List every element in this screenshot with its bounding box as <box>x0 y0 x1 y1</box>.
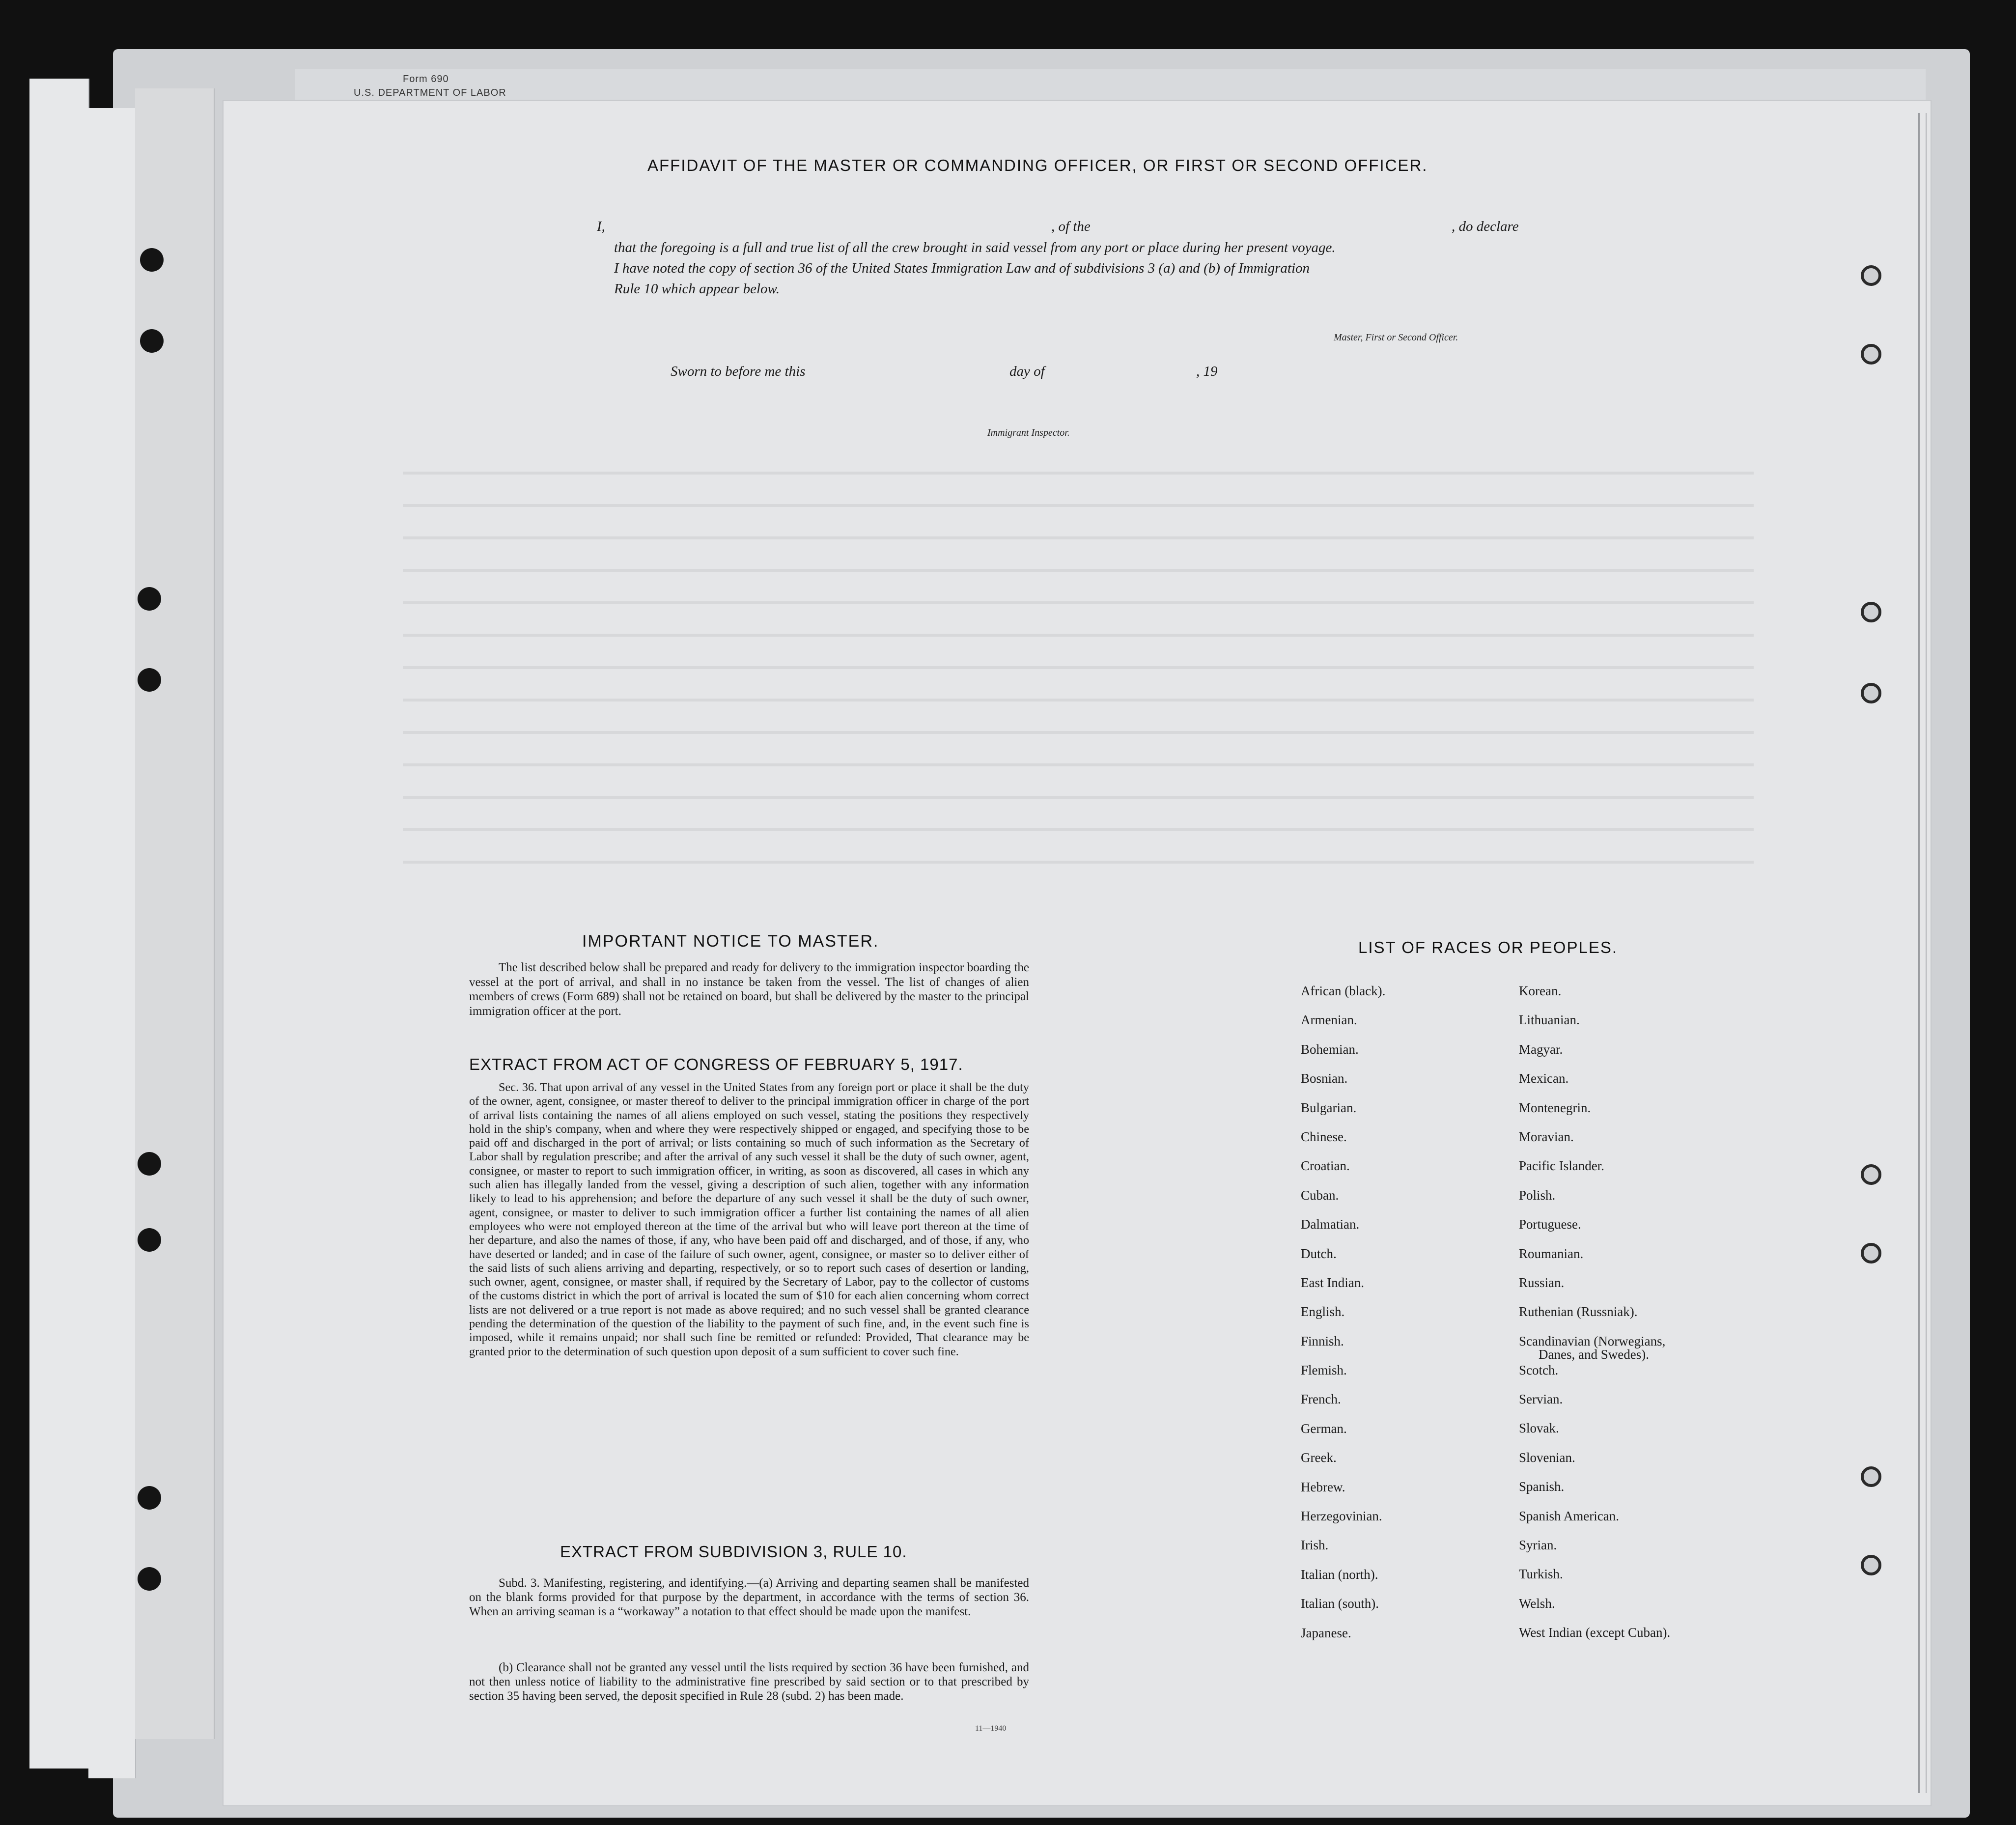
affidavit-line-3: I have noted the copy of section 36 of the United States Immigration Law and of subdivisions 3 (a) and (b) of Immigration <box>614 260 1310 276</box>
affidavit-line-4: Rule 10 which appear below. <box>614 281 780 297</box>
affidavit-do-declare: , do declare <box>1452 219 1519 234</box>
race-item: Spanish. <box>1519 1479 1565 1494</box>
race-item: Montenegrin. <box>1519 1100 1591 1115</box>
race-item: Finnish. <box>1301 1333 1344 1348</box>
punch-hole <box>138 1567 161 1591</box>
race-item: German. <box>1301 1421 1347 1436</box>
rule-subd-b: (b) Clearance shall not be granted any vessel until the lists required by section 36 have been furnished, and not then unless notice of liability to the administrative fine prescribed by said section or to that prescribed by section 35 having been served, the deposit specified in Rule 28 (subd. 2) has been made. <box>469 1661 1029 1703</box>
punch-hole <box>1861 1164 1881 1185</box>
races-column-1 <box>1301 983 1385 1655</box>
act-extract-body: Sec. 36. That upon arrival of any vessel in the United States from any foreign port or place it shall be the duty of the owner, agent, consignee, or master thereof to deliver to the principal immigration officer in charge of the port of arrival lists containing the names of all aliens employed on such vessel, stating the positions they respectively hold in the ship's company, when and where they were respectively shipped or engaged, and specifying those to be paid off and discharged in the port of arrival; or lists containing so much of such information as the Secretary of Labor shall by regulation prescribe; and after the arrival of any such vessel it shall be the duty of such owner, agent, consignee, or master to report to such immigration officer, in writing, as soon as discovered, all cases in which any such alien has illegally landed from the vessel, giving a description of such alien, together with any information likely to lead to his apprehension; and before the departure of any such vessel it shall be the duty of such owner, agent, consignee, or master to deliver to such immigration officer a further list containing the names of all alien employees who were not employed thereon at the time of the arrival but who will leave port thereon at the time of her departure, and also the names of those, if any, who have been paid off and discharged, and of those, if any, who have deserted or landed; and in case of the failure of such owner, agent, consignee, or master so to deliver either of the said lists of such aliens arriving and departing, respectively, or so to report such cases of desertion or landing, such owner, agent, consignee, or master shall, if required by the Secretary of Labor, pay to the collector of customs of the customs district in which the port of arrival is located the sum of $10 for each alien concerning whom correct lists are not delivered or a true report is not made as above required; and no such vessel shall be granted clearance pending the determination of the question of the liability to the payment of such fine, and, in the event such fine is imposed, while it remains unpaid; nor shall such fine be remitted or refunded: Provided, That clearance may be granted prior to the determination of such question upon deposit of a sum sufficient to cover such fine. <box>469 1081 1029 1358</box>
race-item: Russian. <box>1519 1275 1565 1290</box>
right-margin-rule <box>1926 113 1927 1793</box>
race-item: Herzegovinian. <box>1301 1509 1382 1524</box>
race-item: Moravian. <box>1519 1129 1574 1144</box>
race-item: Chinese. <box>1301 1129 1347 1144</box>
race-item: Korean. <box>1519 983 1562 998</box>
races-column-2 <box>1519 983 1670 1655</box>
punch-hole <box>138 1486 161 1510</box>
punch-hole <box>138 1228 161 1252</box>
race-item: Italian (north). <box>1301 1567 1378 1582</box>
punch-hole <box>140 329 164 353</box>
race-item: Danes, and Swedes). <box>1539 1347 1649 1362</box>
races-title: LIST OF RACES OR PEOPLES. <box>1358 938 1618 956</box>
notice-title: IMPORTANT NOTICE TO MASTER. <box>582 932 879 951</box>
race-item: Welsh. <box>1519 1596 1555 1611</box>
race-item: Japanese. <box>1301 1625 1351 1640</box>
race-item: Portuguese. <box>1519 1217 1581 1232</box>
race-item: Dalmatian. <box>1301 1217 1360 1232</box>
race-item: Dutch. <box>1301 1246 1337 1261</box>
race-item: Spanish American. <box>1519 1508 1619 1523</box>
race-item: Greek. <box>1301 1450 1337 1465</box>
punch-hole <box>1861 1555 1881 1575</box>
race-item: Turkish. <box>1519 1567 1563 1582</box>
page-edge-strip <box>29 79 89 1769</box>
page-edge-strip <box>88 108 136 1778</box>
race-item: Scandinavian (Norwegians, <box>1519 1333 1666 1348</box>
race-item: Slovenian. <box>1519 1450 1575 1465</box>
race-item: Servian. <box>1519 1392 1563 1407</box>
race-item: Scotch. <box>1519 1362 1559 1377</box>
race-item: Hebrew. <box>1301 1479 1345 1494</box>
punch-hole <box>138 668 161 692</box>
affidavit-of-the: , of the <box>1051 219 1091 234</box>
race-item: Magyar. <box>1519 1041 1563 1057</box>
inspector-signature-label: Immigrant Inspector. <box>987 427 1070 438</box>
punch-hole <box>1861 265 1881 286</box>
right-margin-rule <box>1918 113 1920 1793</box>
race-item: Flemish. <box>1301 1363 1347 1378</box>
affidavit-i: I, <box>597 219 605 234</box>
punch-hole <box>1861 344 1881 365</box>
punch-hole <box>140 248 164 272</box>
race-item: Armenian. <box>1301 1012 1357 1028</box>
race-item: Lithuanian. <box>1519 1012 1580 1028</box>
rule-subd-a: Subd. 3. Manifesting, registering, and identifying.—(a) Arriving and departing seamen shall be manifested on the blank forms provided for that purpose by the department, in accordance with the terms of section 36. When an arriving seaman is a “workaway” a notation to that effect should be made upon the manifest. <box>469 1576 1029 1618</box>
race-item: African (black). <box>1301 983 1386 998</box>
punch-hole <box>1861 683 1881 703</box>
affidavit-line-2: that the foregoing is a full and true list of all the crew brought in said vessel from any port or place during her present voyage. <box>614 240 1336 255</box>
form-number: Form 690 <box>403 74 449 84</box>
document-page <box>224 101 1931 1805</box>
race-item: Polish. <box>1519 1187 1556 1203</box>
rule-extract-title: EXTRACT FROM SUBDIVISION 3, RULE 10. <box>560 1543 907 1561</box>
bleed-through-area <box>403 442 1754 884</box>
notice-body: The list described below shall be prepared and ready for delivery to the immigration inspector boarding the vessel at the port of arrival, and shall in no instance be taken from the vessel. The list of changes of alien members of crews (Form 689) shall not be retained on board, but shall be delivered by the master to the principal immigration officer at the port. <box>469 961 1029 1018</box>
race-item: French. <box>1301 1392 1341 1407</box>
race-item: Roumanian. <box>1519 1246 1584 1261</box>
race-item: Croatian. <box>1301 1158 1350 1174</box>
punch-hole <box>1861 1243 1881 1263</box>
punch-hole <box>138 1152 161 1176</box>
master-signature-label: Master, First or Second Officer. <box>1334 332 1458 343</box>
sworn-year: , 19 <box>1196 364 1218 379</box>
race-item: East Indian. <box>1301 1275 1364 1290</box>
race-item: Cuban. <box>1301 1187 1339 1203</box>
race-item: Ruthenian (Russniak). <box>1519 1304 1638 1320</box>
race-item: Syrian. <box>1519 1538 1557 1553</box>
race-item: Slovak. <box>1519 1421 1559 1436</box>
punch-hole <box>1861 1466 1881 1487</box>
punch-hole <box>1861 602 1881 622</box>
race-item: Bohemian. <box>1301 1041 1359 1057</box>
sworn-text: Sworn to before me this <box>671 364 806 379</box>
race-item: English. <box>1301 1304 1345 1320</box>
affidavit-title: AFFIDAVIT OF THE MASTER OR COMMANDING OFFICER, OR FIRST OR SECOND OFFICER. <box>647 156 1428 174</box>
race-item: Italian (south). <box>1301 1596 1379 1611</box>
punch-hole <box>138 587 161 611</box>
print-code: 11—1940 <box>975 1724 1007 1733</box>
race-item: Mexican. <box>1519 1071 1569 1086</box>
sworn-day-of: day of <box>1009 364 1045 379</box>
race-item: Bosnian. <box>1301 1071 1348 1086</box>
race-item: Bulgarian. <box>1301 1100 1357 1115</box>
act-extract-title: EXTRACT FROM ACT OF CONGRESS OF FEBRUARY 5, 1917. <box>469 1055 963 1073</box>
department-header: U.S. DEPARTMENT OF LABOR <box>354 87 506 98</box>
race-item: West Indian (except Cuban). <box>1519 1625 1671 1640</box>
race-item: Pacific Islander. <box>1519 1158 1604 1174</box>
race-item: Irish. <box>1301 1538 1329 1553</box>
